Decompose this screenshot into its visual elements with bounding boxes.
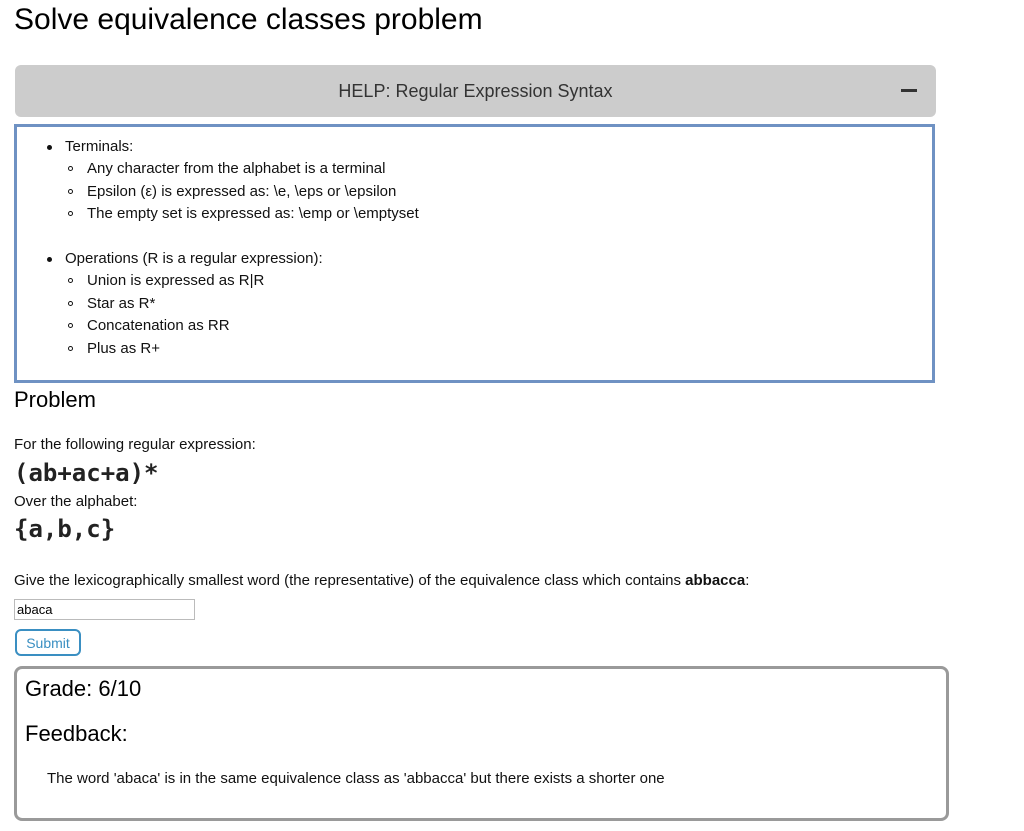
help-toggle-button[interactable] bbox=[15, 65, 936, 117]
help-panel bbox=[14, 124, 935, 383]
question-suffix: : bbox=[745, 572, 750, 589]
page-title: Solve equivalence classes problem bbox=[14, 3, 483, 36]
result-panel bbox=[14, 666, 949, 821]
help-item: Union is expressed as R|R bbox=[87, 270, 323, 293]
help-item: Concatenation as RR bbox=[87, 315, 323, 338]
help-section-terminals bbox=[47, 136, 419, 226]
answer-input[interactable] bbox=[14, 599, 195, 620]
help-header-label: HELP: Regular Expression Syntax bbox=[338, 80, 613, 101]
regex-intro: For the following regular expression: bbox=[14, 436, 256, 453]
feedback-heading: Feedback: bbox=[25, 721, 128, 746]
minus-icon[interactable] bbox=[901, 89, 917, 92]
help-item: The empty set is expressed as: \emp or \emptyset bbox=[87, 203, 419, 226]
help-item: Star as R* bbox=[87, 293, 323, 316]
question-word: abbacca bbox=[685, 572, 746, 589]
question-prefix: Give the lexicographically smallest word (the representative) of the equivalence class which contains bbox=[14, 572, 686, 589]
help-item: Plus as R+ bbox=[87, 338, 323, 361]
regex-expression: (ab+ac+a)* bbox=[14, 459, 159, 487]
help-section-label: Operations (R is a regular expression): bbox=[47, 248, 323, 270]
submit-button[interactable]: Submit bbox=[15, 629, 81, 656]
help-item: Any character from the alphabet is a terminal bbox=[87, 158, 419, 181]
grade-text: Grade: 6/10 bbox=[25, 676, 142, 701]
problem-heading: Problem bbox=[14, 387, 96, 412]
help-section-operations bbox=[47, 248, 323, 361]
help-section-label: Terminals: bbox=[47, 136, 419, 158]
alphabet-set: {a,b,c} bbox=[14, 515, 116, 543]
question-text bbox=[14, 571, 749, 591]
help-item: Epsilon (ε) is expressed as: \e, \eps or \epsilon bbox=[87, 181, 419, 204]
alphabet-intro: Over the alphabet: bbox=[14, 493, 138, 510]
feedback-text: The word 'abaca' is in the same equivalence class as 'abbacca' but there exists a shorter one bbox=[47, 770, 665, 787]
